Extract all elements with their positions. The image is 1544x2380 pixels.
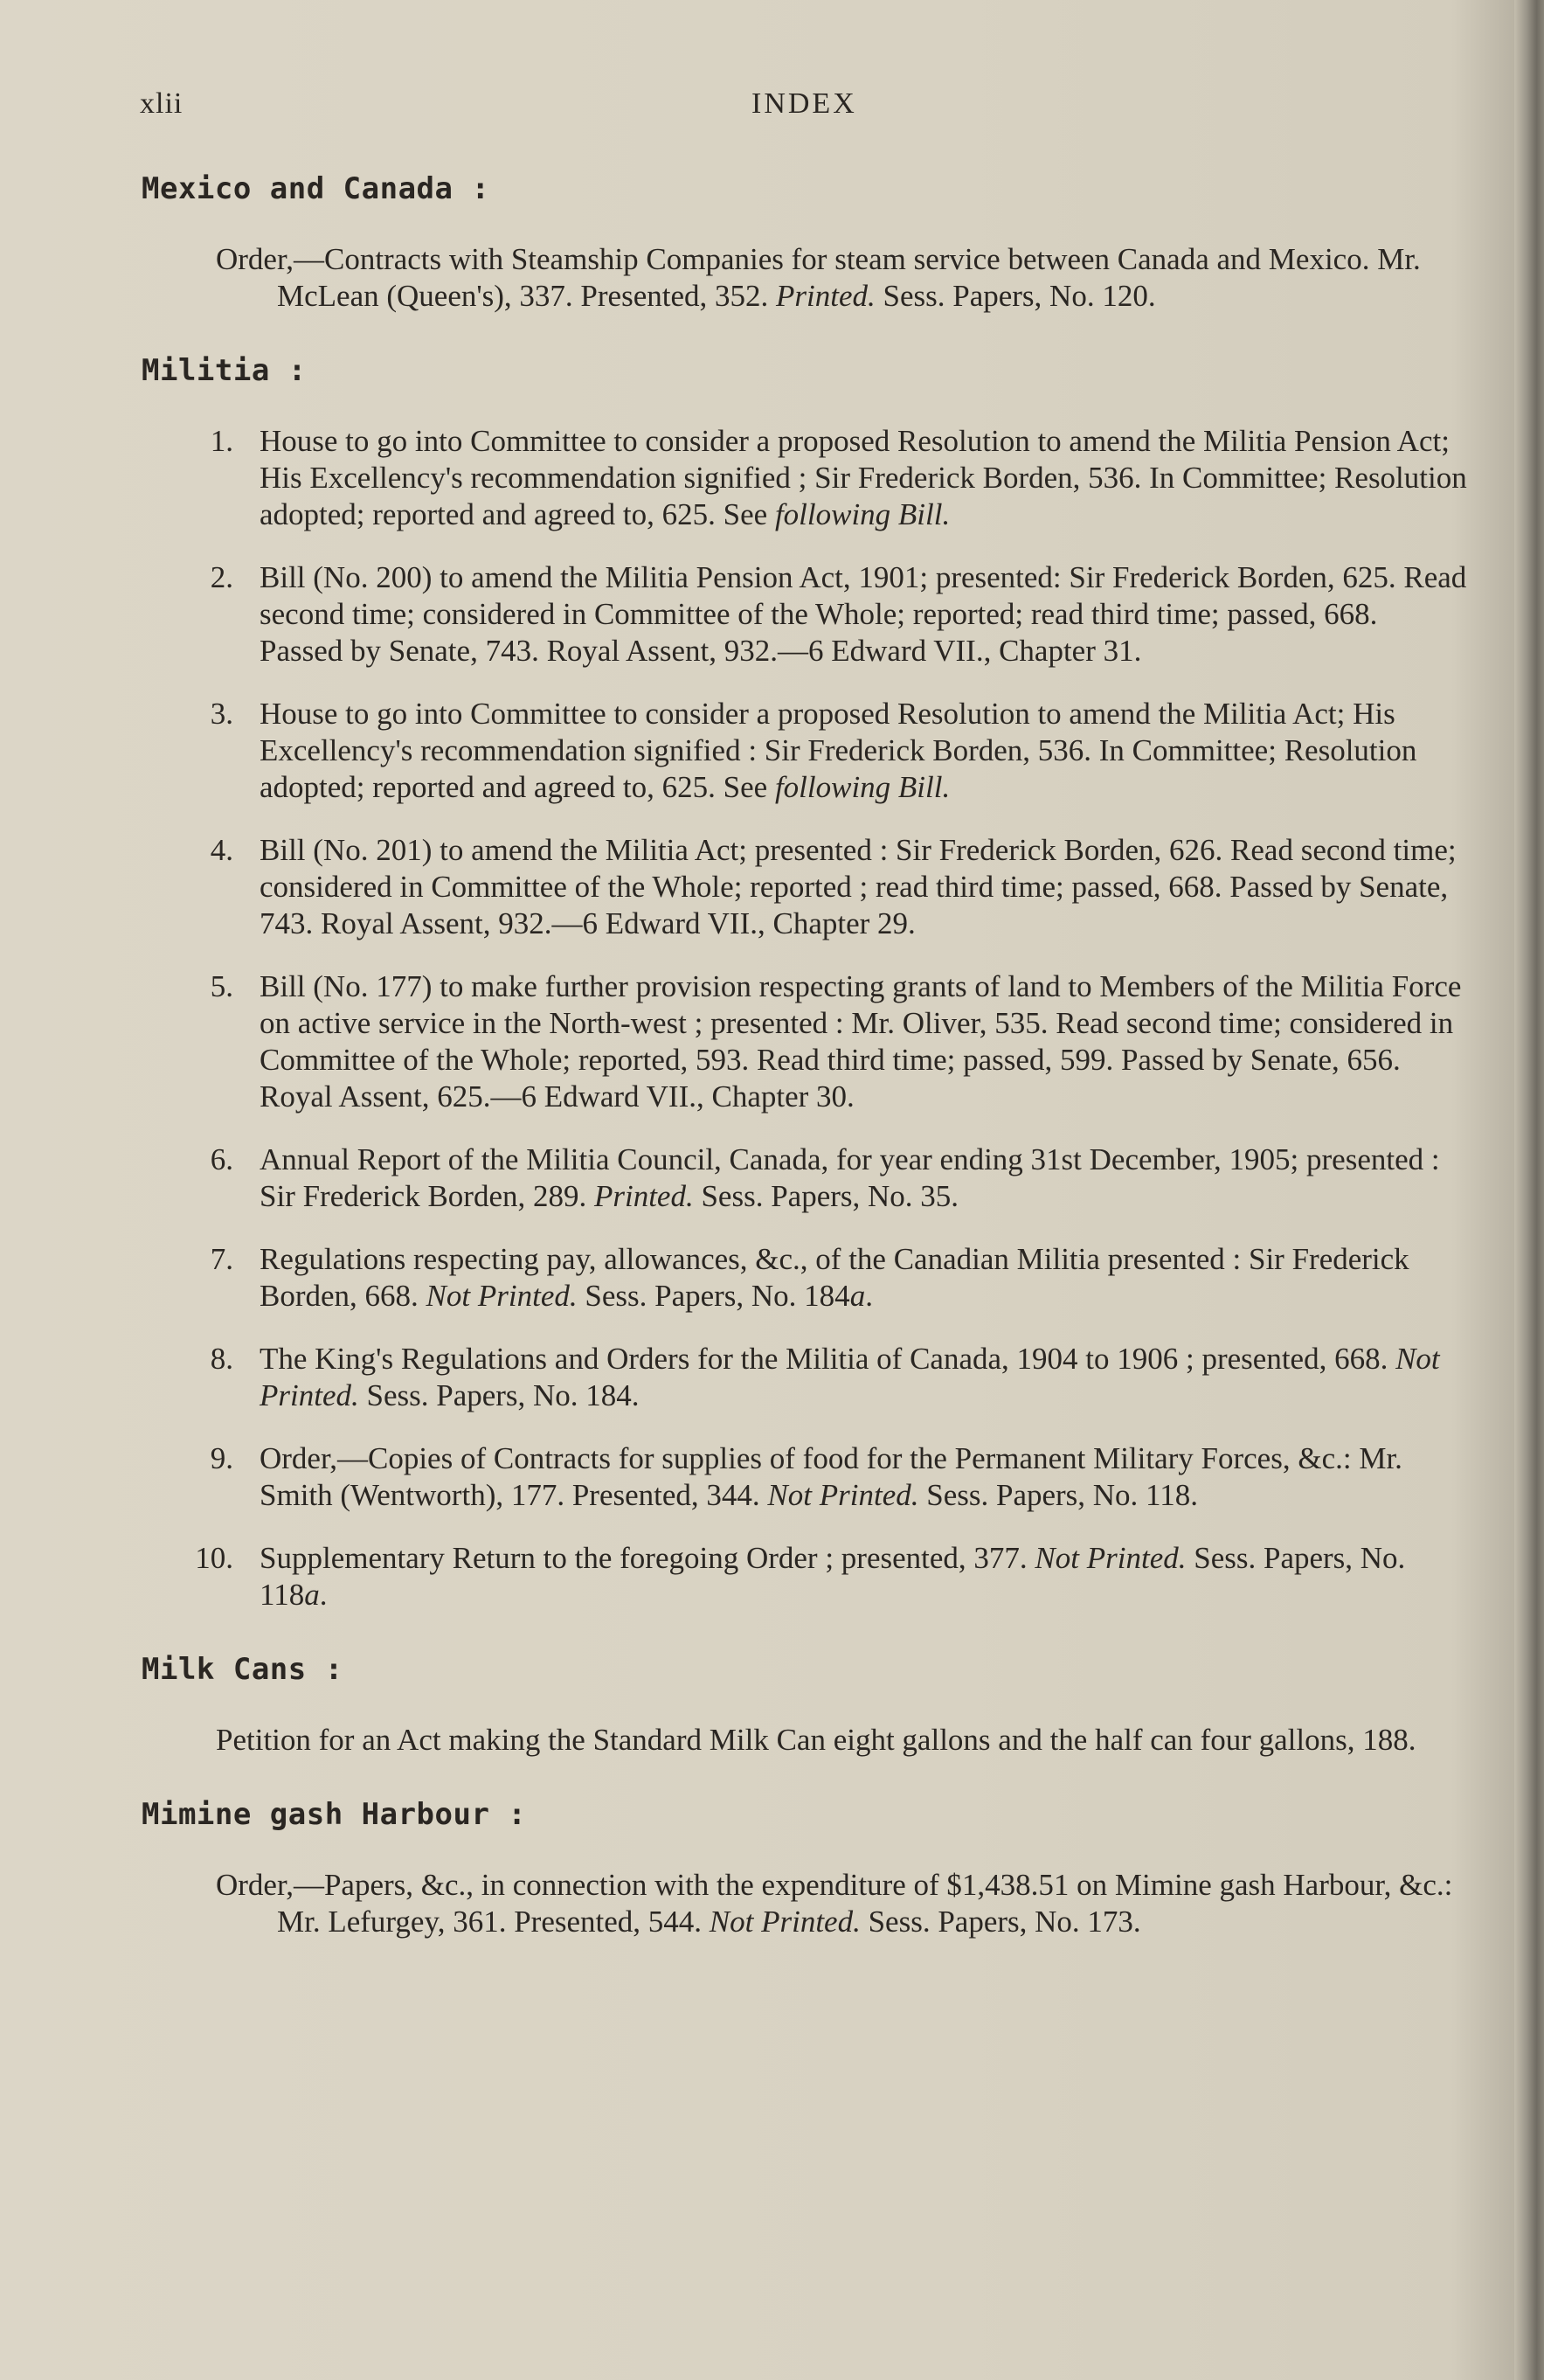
entry-number: 6. <box>210 1142 233 1176</box>
entry-text: Annual Report of the Militia Council, Canada, for year ending 31st December, 1905; presented : Sir Frederick Borden, 289. Printed. Sess. Papers, No. 35. <box>260 1142 1440 1213</box>
index-entry <box>131 696 1468 806</box>
index-entry <box>131 1440 1468 1514</box>
index-entry <box>131 1241 1468 1315</box>
entry-text: Order,—Contracts with Steamship Companies for steam service between Canada and Mexico. Mr. McLean (Queen's), 337. Presented, 352. Printed. Sess. Papers, No. 120. <box>216 242 1421 313</box>
entry-number: 3. <box>210 697 233 731</box>
index-section <box>131 1652 1468 1759</box>
running-head <box>140 87 1381 131</box>
index-entry <box>131 1341 1468 1414</box>
entry-text: Order,—Copies of Contracts for supplies of food for the Permanent Military Forces, &c.: Mr. Smith (Wentworth), 177. Presented, 344. Not Printed. Sess. Papers, No. 118. <box>260 1441 1402 1512</box>
index-section <box>131 171 1468 315</box>
entry-number: 10. <box>195 1541 233 1575</box>
entry-number: 9. <box>210 1441 233 1475</box>
section-heading: Militia : <box>142 353 307 388</box>
index-entry <box>131 968 1468 1115</box>
entry-text: Bill (No. 200) to amend the Militia Pension Act, 1901; presented: Sir Frederick Borden, 625. Read second time; considered in Committee of the Whole; reported; read third time; passed, 668. Passed by Senate, 743. Royal Assent, 932.—6 Edward VII., Chapter 31. <box>260 560 1467 668</box>
section-heading: Mexico and Canada : <box>142 171 490 206</box>
entry-text: Petition for an Act making the Standard Milk Can eight gallons and the half can four gallons, 188. <box>216 1723 1416 1757</box>
page-title: INDEX <box>751 87 857 120</box>
entry-text: Bill (No. 177) to make further provision respecting grants of land to Members of the Militia Force on active service in the North-west ; presented : Mr. Oliver, 535. Read second time; considered in Committee of the Whole; reported, 593. Read third time; passed, 599. Passed by Senate, 656. Royal Assent, 625.—6 Edward VII., Chapter 30. <box>260 969 1462 1114</box>
entry-number: 5. <box>210 969 233 1003</box>
index-section <box>131 353 1468 1613</box>
index-section <box>131 1797 1468 1940</box>
entry-text: House to go into Committee to consider a proposed Resolution to amend the Militia Act; His Excellency's recommendation signified : Sir Frederick Borden, 536. In Committee; Resolution adopted; reported and agreed to, 625. See following Bill. <box>260 697 1417 804</box>
index-entry <box>131 423 1468 533</box>
index-entry <box>131 1722 1468 1759</box>
index-entry <box>131 1867 1468 1940</box>
index-content <box>131 171 1468 1979</box>
entry-text: House to go into Committee to consider a proposed Resolution to amend the Militia Pension Act; His Excellency's recommendation signified ; Sir Frederick Borden, 536. In Committee; Resolution adopted; reported and agreed to, 625. See following Bill. <box>260 424 1467 531</box>
index-entry <box>131 241 1468 315</box>
entry-text: Supplementary Return to the foregoing Order ; presented, 377. Not Printed. Sess. Papers, No. 118a. <box>260 1541 1406 1612</box>
entry-text: Order,—Papers, &c., in connection with the expenditure of $1,438.51 on Mimine gash Harbour, &c.: Mr. Lefurgey, 361. Presented, 544. Not Printed. Sess. Papers, No. 173. <box>216 1868 1453 1939</box>
entry-number: 2. <box>210 560 233 594</box>
page-number: xlii <box>140 87 183 120</box>
page-gutter-shadow <box>1514 0 1544 2380</box>
entry-number: 8. <box>210 1342 233 1376</box>
entry-number: 1. <box>210 424 233 458</box>
entry-number: 7. <box>210 1242 233 1276</box>
section-heading: Mimine gash Harbour : <box>142 1797 527 1832</box>
entry-text: Bill (No. 201) to amend the Militia Act; presented : Sir Frederick Borden, 626. Read second time; considered in Committee of the Whole; reported ; read third time; passed, 668. Passed by Senate, 743. Royal Assent, 932.—6 Edward VII., Chapter 29. <box>260 833 1457 940</box>
section-heading: Milk Cans : <box>142 1652 343 1687</box>
index-entry <box>131 832 1468 942</box>
entry-number: 4. <box>210 833 233 867</box>
index-entry <box>131 1141 1468 1215</box>
index-entry <box>131 1540 1468 1613</box>
entry-text: Regulations respecting pay, allowances, &c., of the Canadian Militia presented : Sir Frederick Borden, 668. Not Printed. Sess. Papers, No. 184a. <box>260 1242 1409 1313</box>
index-entry <box>131 559 1468 670</box>
entry-text: The King's Regulations and Orders for the Militia of Canada, 1904 to 1906 ; presented, 668. Not Printed. Sess. Papers, No. 184. <box>260 1342 1440 1412</box>
